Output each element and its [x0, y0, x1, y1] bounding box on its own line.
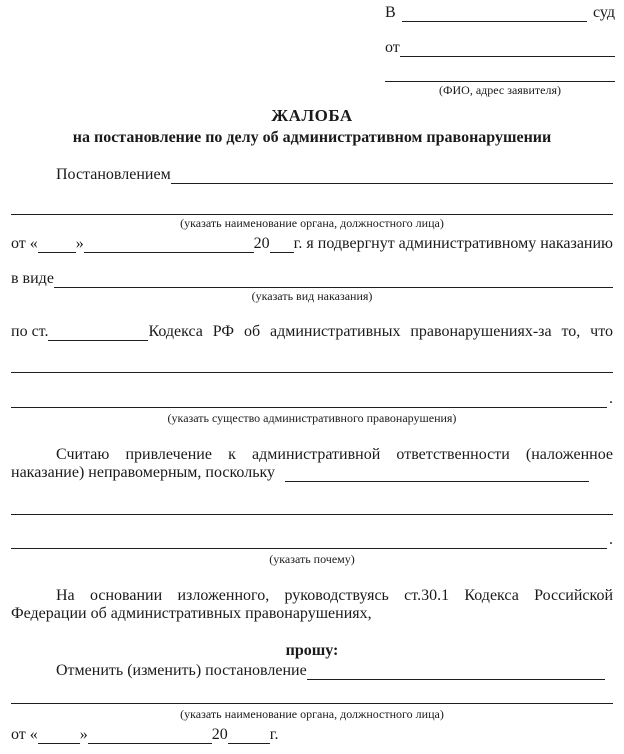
why-field-2	[11, 534, 607, 549]
century-label: 20	[253, 235, 270, 252]
authority-hint-2: (указать наименование органа, должностного лица)	[180, 707, 444, 721]
court-header	[385, 4, 615, 97]
cancel-resolution-field	[307, 665, 605, 680]
article-prefix-label: по ст.	[11, 323, 49, 340]
authority-field-2	[11, 703, 613, 704]
footer-year-suffix-label: г.	[269, 726, 279, 743]
applicant-hint: (ФИО, адрес заявителя)	[439, 83, 561, 97]
request-heading: прошу:	[285, 642, 339, 659]
punishment-hint: (указать вид наказания)	[251, 289, 373, 303]
document-subtitle: на постановление по делу об административном правонарушении	[72, 129, 552, 146]
offense-essence-field-1	[11, 372, 613, 373]
article-line	[11, 323, 613, 341]
court-suffix-label: суд	[592, 4, 615, 21]
sentence-period: .	[609, 390, 613, 407]
basis-paragraph-line-1: На основании изложенного, руководствуясь ст.30.1 Кодекса Российской	[56, 587, 613, 604]
footer-month-field	[88, 729, 212, 744]
authority-field	[11, 214, 613, 215]
authority-hint: (указать наименование органа, должностного лица)	[180, 216, 444, 230]
date-close-label: »	[75, 235, 84, 252]
applicant-address-line	[385, 67, 615, 82]
cancel-line	[11, 662, 613, 680]
basis-paragraph-line-2: Федерации об административных правонарушениях,	[11, 605, 372, 622]
article-suffix-label: Кодекса РФ об административных правонарушениях-за то, что	[148, 323, 613, 340]
date-open-label: от «	[11, 235, 38, 252]
consider-reason-label: наказание) неправомерным, поскольку	[11, 464, 276, 481]
why-line-2	[11, 531, 613, 549]
year-field	[270, 238, 294, 253]
reason-field	[285, 467, 589, 482]
court-name-field	[402, 7, 587, 22]
punishment-kind-line	[11, 270, 613, 288]
footer-date-close-label: »	[79, 726, 88, 743]
punishment-statement: г. я подвергнут административному наказанию	[293, 235, 613, 252]
footer-date-line	[11, 726, 613, 744]
punishment-kind-field	[54, 273, 613, 288]
footer-date-open-label: от «	[11, 726, 38, 743]
from-label: от	[385, 39, 400, 56]
consider-paragraph-line-2	[11, 464, 613, 482]
consider-paragraph-line-1: Считаю привлечение к административной ответственности (наложенное	[56, 446, 613, 463]
month-field	[84, 238, 254, 253]
cancel-label: Отменить (изменить) постановление	[56, 662, 307, 679]
why-hint: (указать почему)	[269, 552, 355, 566]
applicant-address-field	[385, 67, 615, 82]
offense-essence-line-2	[11, 390, 613, 408]
essence-hint: (указать существо административного правонарушения)	[167, 411, 457, 425]
footer-year-field	[228, 729, 270, 744]
sentence-period-2: .	[609, 531, 613, 548]
applicant-name-field	[400, 42, 615, 57]
why-field-1	[11, 514, 613, 515]
resolution-line	[11, 166, 613, 184]
footer-day-field	[38, 729, 80, 744]
punishment-date-line	[11, 235, 613, 253]
in-kind-label: в виде	[11, 270, 54, 287]
document-title: ЖАЛОБА	[271, 106, 353, 125]
resolution-field	[171, 169, 613, 184]
court-line	[385, 4, 615, 22]
court-prefix-label: В	[385, 4, 396, 21]
footer-century-label: 20	[211, 726, 228, 743]
article-number-field	[48, 326, 148, 341]
day-field	[38, 238, 76, 253]
resolution-label: Постановлением	[56, 166, 171, 183]
applicant-from-line	[385, 39, 615, 57]
offense-essence-field-2	[11, 393, 607, 408]
